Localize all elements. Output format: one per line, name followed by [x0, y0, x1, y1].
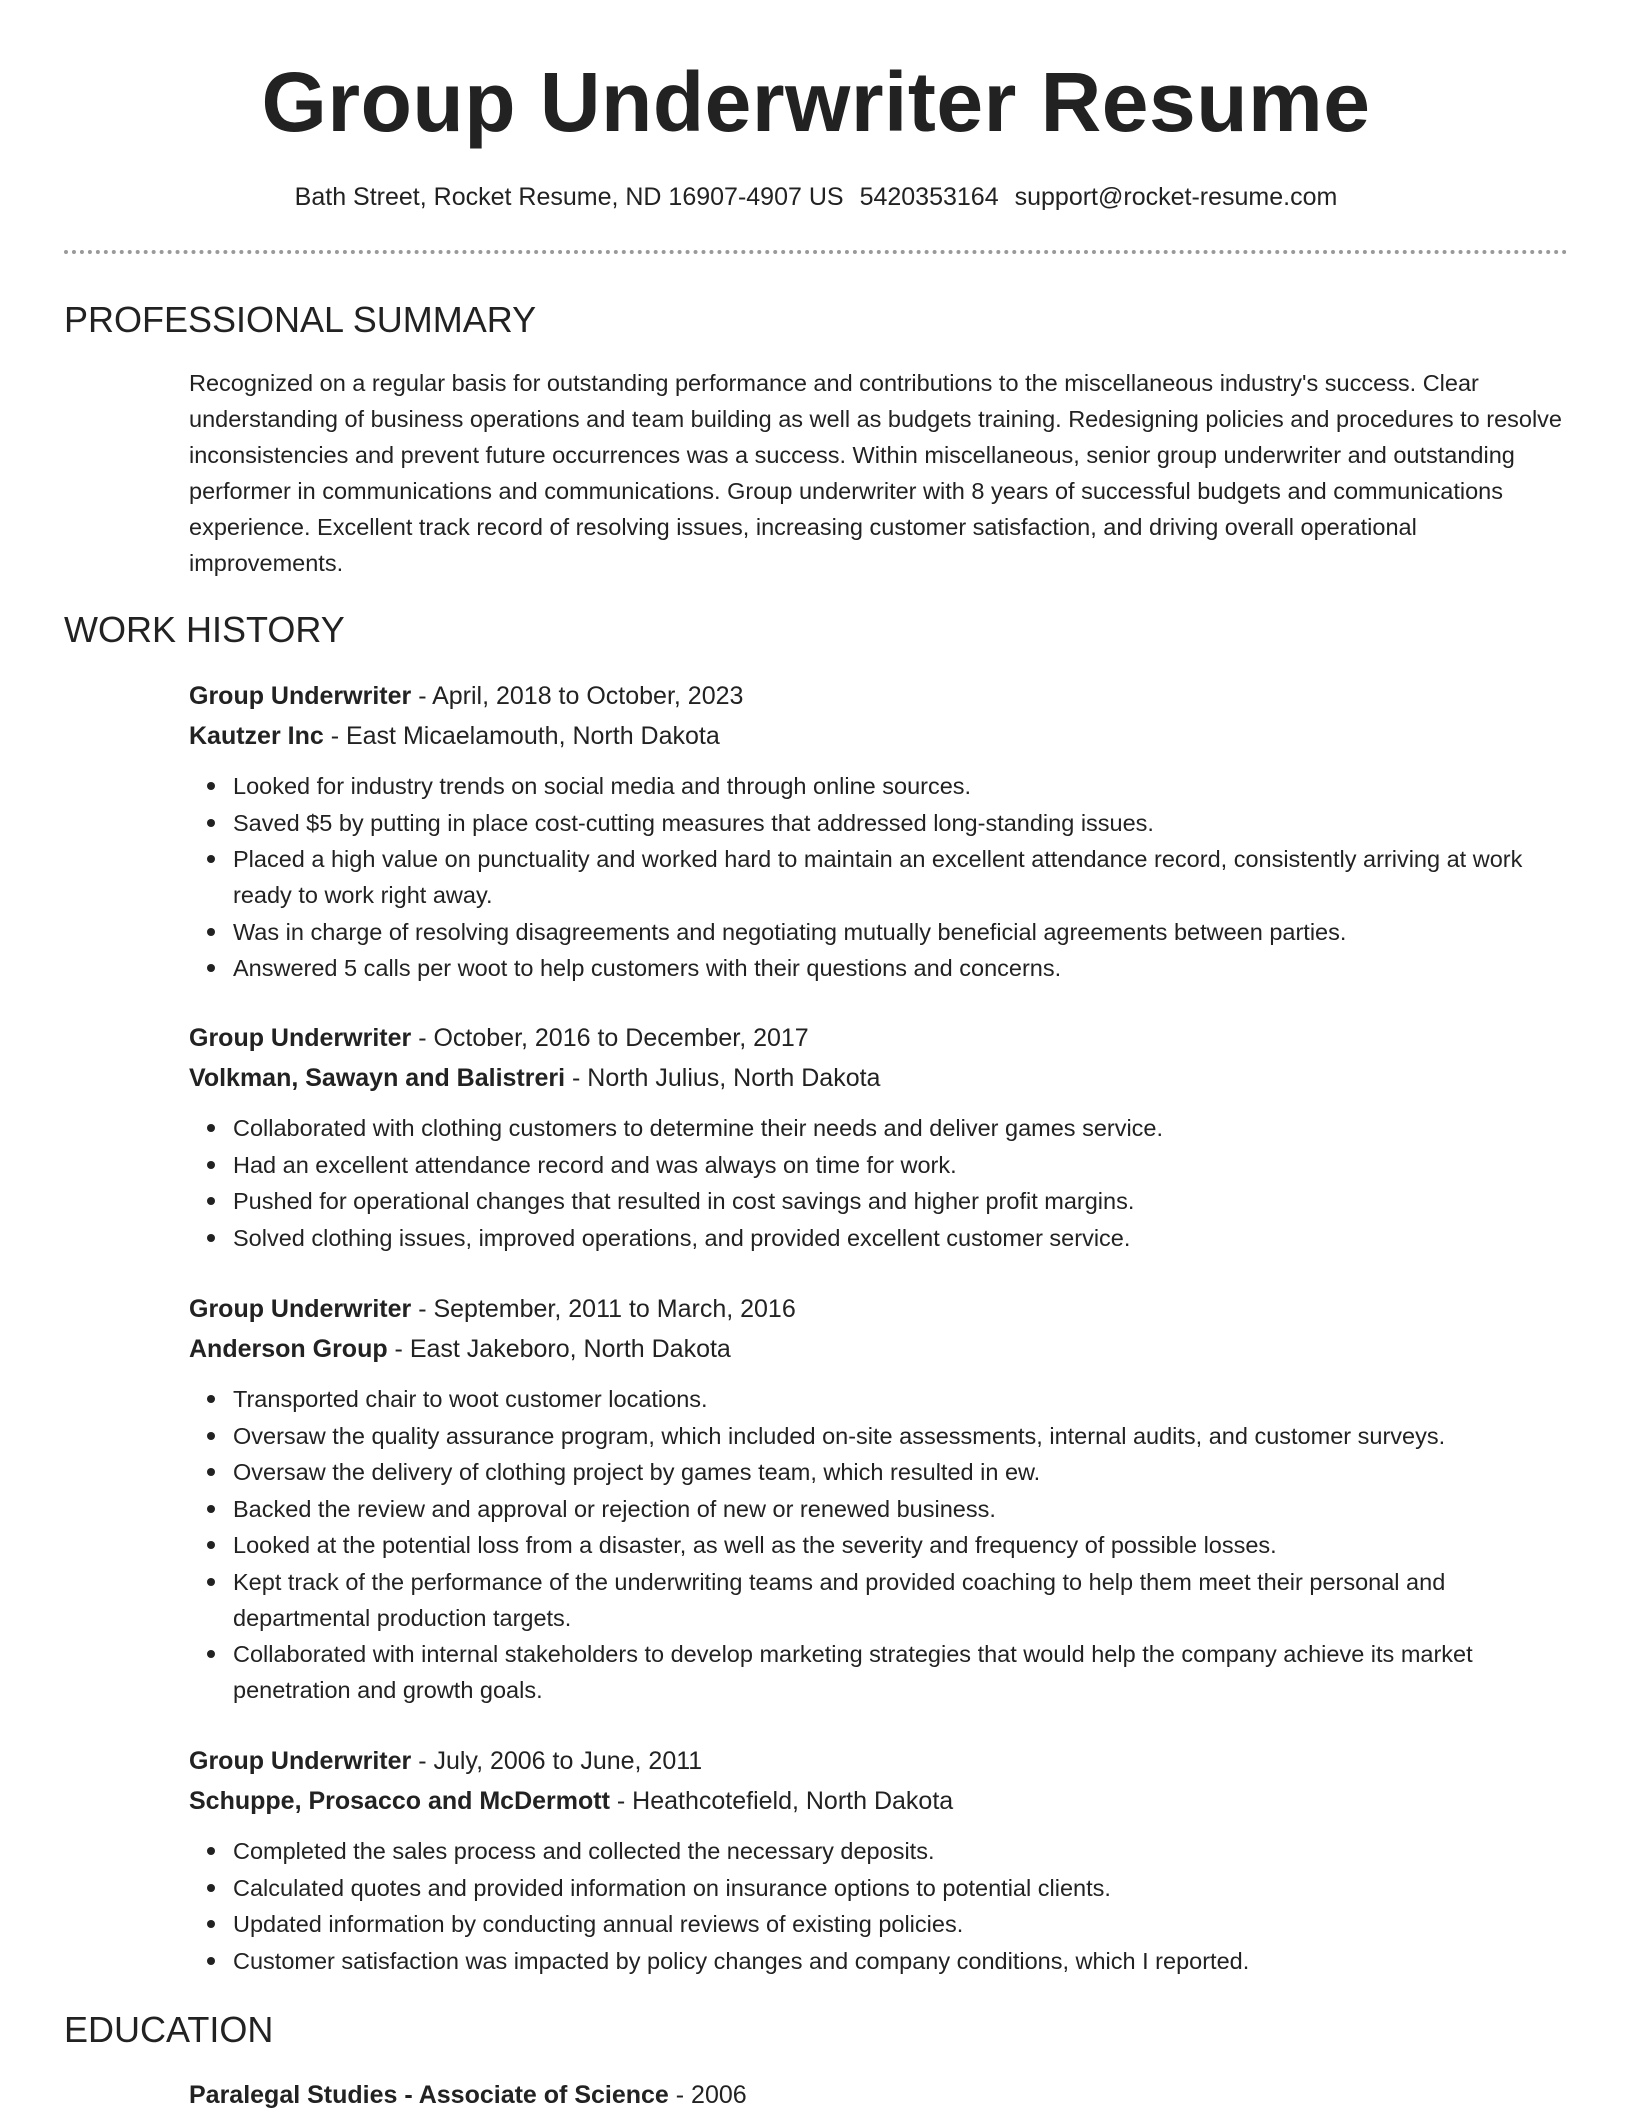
list-item: Was in charge of resolving disagreements and negotiating mutually beneficial agreements between parties. [233, 914, 1569, 950]
job-dates: - September, 2011 to March, 2016 [411, 1295, 796, 1323]
list-item: Oversaw the quality assurance program, which included on-site assessments, internal audits, and customer surveys. [233, 1418, 1569, 1454]
list-item: Completed the sales process and collected the necessary deposits. [233, 1833, 1569, 1869]
list-item: Calculated quotes and provided information on insurance options to potential clients. [233, 1870, 1569, 1906]
job-location: - East Micaelamouth, North Dakota [323, 722, 720, 750]
education-degree: Paralegal Studies - Associate of Science [189, 2081, 669, 2109]
job-bullets [189, 1110, 1569, 1256]
job-title: Group Underwriter [189, 1747, 412, 1775]
job-company: Kautzer Inc [189, 722, 324, 750]
job-company-line [189, 716, 1569, 756]
job-company-line [189, 1329, 1569, 1369]
job-entry-1 [189, 676, 1569, 987]
job-company: Schuppe, Prosacco and McDermott [189, 1787, 610, 1815]
contact-phone: 5420353164 [859, 183, 999, 211]
summary-heading: PROFESSIONAL SUMMARY [64, 299, 537, 340]
job-entry-4 [189, 1741, 1569, 1979]
contact-address: Bath Street, Rocket Resume, ND 16907-4907 US [294, 183, 844, 211]
job-title: Group Underwriter [189, 1295, 412, 1323]
job-dates: - April, 2018 to October, 2023 [411, 682, 744, 710]
education-entry [189, 2075, 747, 2115]
job-location: - Heathcotefield, North Dakota [609, 1787, 954, 1815]
job-company-line [189, 1058, 1569, 1098]
list-item: Looked for industry trends on social media and through online sources. [233, 768, 1569, 804]
job-title: Group Underwriter [189, 1024, 412, 1052]
list-item: Updated information by conducting annual reviews of existing policies. [233, 1906, 1569, 1942]
list-item: Transported chair to woot customer locations. [233, 1381, 1569, 1417]
list-item: Saved $5 by putting in place cost-cutting measures that addressed long-standing issues. [233, 805, 1569, 841]
job-company: Anderson Group [189, 1335, 388, 1363]
contact-email: support@rocket-resume.com [1014, 183, 1338, 211]
job-title-line [189, 1018, 1569, 1058]
job-bullets [189, 768, 1569, 986]
job-bullets [189, 1381, 1569, 1708]
list-item: Solved clothing issues, improved operations, and provided excellent customer service. [233, 1220, 1569, 1256]
job-location: - North Julius, North Dakota [565, 1064, 881, 1092]
education-heading: EDUCATION [64, 2009, 274, 2050]
job-location: - East Jakeboro, North Dakota [387, 1335, 731, 1363]
job-entry-2 [189, 1018, 1569, 1256]
list-item: Kept track of the performance of the underwriting teams and provided coaching to help them meet their personal and departmental production targets. [233, 1564, 1569, 1636]
job-dates: - October, 2016 to December, 2017 [411, 1024, 809, 1052]
work-history-heading: WORK HISTORY [64, 609, 345, 650]
job-company-line [189, 1781, 1569, 1821]
list-item: Collaborated with internal stakeholders to develop marketing strategies that would help the company achieve its market penetration and growth goals. [233, 1636, 1569, 1708]
list-item: Customer satisfaction was impacted by policy changes and company conditions, which I reported. [233, 1943, 1569, 1979]
summary-text: Recognized on a regular basis for outstanding performance and contributions to the miscellaneous industry's success. Clear understanding of business operations and team building as well as budgets training. Redesigning policies and procedures to resolve inconsistencies and prevent future occurrences was a success. Within miscellaneous, senior group underwriter and outstanding performer in communications and communications. Group underwriter with 8 years of successful budgets and communications experience. Excellent track record of resolving issues, increasing customer satisfaction, and driving overall operational improvements. [189, 370, 1563, 576]
job-title-line [189, 676, 1569, 716]
list-item: Answered 5 calls per woot to help customers with their questions and concerns. [233, 950, 1569, 986]
contact-info [0, 180, 1632, 214]
list-item: Backed the review and approval or rejection of new or renewed business. [233, 1491, 1569, 1527]
job-company: Volkman, Sawayn and Balistreri [189, 1064, 566, 1092]
job-entry-3 [189, 1289, 1569, 1709]
education-year: - 2006 [668, 2081, 747, 2109]
job-title: Group Underwriter [189, 682, 412, 710]
job-title-line [189, 1741, 1569, 1781]
job-dates: - July, 2006 to June, 2011 [411, 1747, 703, 1775]
job-bullets [189, 1833, 1569, 1979]
list-item: Collaborated with clothing customers to determine their needs and deliver games service. [233, 1110, 1569, 1146]
job-title-line [189, 1289, 1569, 1329]
list-item: Placed a high value on punctuality and worked hard to maintain an excellent attendance record, consistently arriving at work ready to work right away. [233, 841, 1569, 913]
list-item: Oversaw the delivery of clothing project by games team, which resulted in ew. [233, 1454, 1569, 1490]
list-item: Looked at the potential loss from a disaster, as well as the severity and frequency of possible losses. [233, 1527, 1569, 1563]
resume-title: Group Underwriter Resume [261, 55, 1371, 149]
list-item: Had an excellent attendance record and was always on time for work. [233, 1147, 1569, 1183]
list-item: Pushed for operational changes that resulted in cost savings and higher profit margins. [233, 1183, 1569, 1219]
header-divider [64, 250, 1568, 254]
